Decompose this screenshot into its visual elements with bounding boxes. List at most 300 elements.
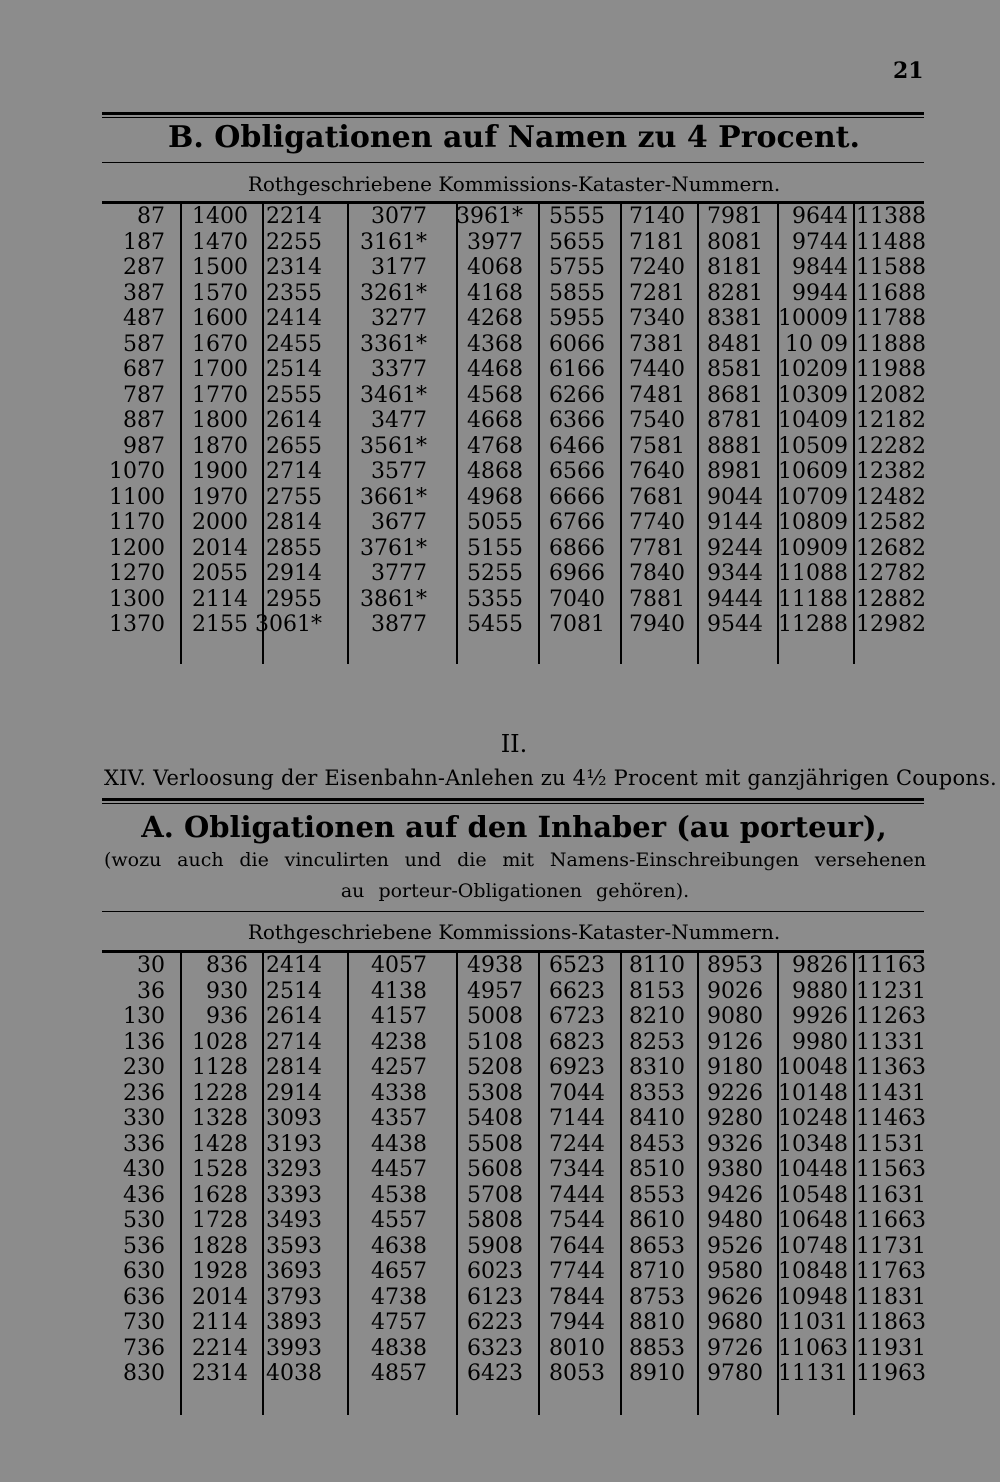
table-cell: 1300: [109, 586, 165, 612]
page-number: 21: [893, 58, 924, 84]
table-cell: 4638: [371, 1233, 427, 1259]
table-cell: 7881: [629, 586, 685, 612]
table-cell: 1570: [192, 280, 248, 306]
table-cell: 1428: [192, 1131, 248, 1157]
table-cell: 4138: [371, 978, 427, 1004]
table-cell: 8410: [629, 1106, 685, 1131]
table-cell: 11888: [856, 331, 926, 357]
table-cell: 2555: [266, 382, 322, 408]
table-cell: 6423: [467, 1361, 523, 1386]
table-cell: 4357: [371, 1106, 427, 1131]
table-cell: 1028: [192, 1029, 248, 1055]
table-cell: 8110: [629, 953, 685, 978]
table-cell: 9644: [792, 204, 848, 229]
table-cell: 12782: [856, 561, 926, 586]
table-cell: 10609: [778, 459, 848, 484]
table-cell: 30: [137, 953, 165, 978]
table-cell: 10809: [778, 510, 848, 535]
table-cell: 11131: [778, 1361, 848, 1386]
table-cell: 3661*: [360, 484, 427, 510]
section-b-title: B. Obligationen auf Namen zu 4 Procent.: [168, 120, 860, 155]
table-cell: 11431: [856, 1080, 926, 1106]
table-cell: 11788: [856, 306, 926, 331]
table-cell: 1770: [192, 382, 248, 408]
table-cell: 6623: [549, 978, 605, 1004]
table-cell: 11263: [856, 1004, 926, 1029]
table-cell: 9844: [792, 255, 848, 280]
table-row: [100, 1336, 928, 1362]
table-cell: 1800: [192, 408, 248, 433]
table-cell: 8210: [629, 1004, 685, 1029]
section-a-table: [100, 953, 928, 1415]
table-cell: 8553: [629, 1182, 685, 1208]
table-cell: 9380: [707, 1157, 763, 1182]
table-cell: 11563: [856, 1157, 926, 1182]
table-cell: 1528: [192, 1157, 248, 1182]
table-cell: 7744: [549, 1259, 605, 1284]
table-cell: 730: [123, 1310, 165, 1335]
table-cell: 5355: [467, 586, 523, 612]
table-cell: 7040: [549, 586, 605, 612]
table-cell: 230: [123, 1055, 165, 1080]
table-cell: 5955: [549, 306, 605, 331]
table-row: [100, 357, 928, 383]
table-cell: 3777: [371, 561, 427, 586]
table-cell: 12482: [856, 484, 926, 510]
table-cell: 8953: [707, 953, 763, 978]
table-cell: 11688: [856, 280, 926, 306]
table-cell: 2955: [266, 586, 322, 612]
table-cell: 787: [123, 382, 165, 408]
table-cell: 3677: [371, 510, 427, 535]
table-cell: 5455: [467, 612, 523, 637]
table-cell: 4157: [371, 1004, 427, 1029]
table-cell: 10748: [778, 1233, 848, 1259]
table-row: [100, 1106, 928, 1132]
table-row: [100, 536, 928, 562]
table-cell: 4738: [371, 1284, 427, 1310]
table-cell: 9280: [707, 1106, 763, 1131]
table-cell: 8181: [707, 255, 763, 280]
table-cell: 11831: [856, 1284, 926, 1310]
table-cell: 8981: [707, 459, 763, 484]
table-cell: 8510: [629, 1157, 685, 1182]
table-cell: 4068: [467, 255, 523, 280]
table-cell: 4168: [467, 280, 523, 306]
table-cell: 4868: [467, 459, 523, 484]
table-cell: 2414: [266, 306, 322, 331]
table-cell: 236: [123, 1080, 165, 1106]
table-cell: 936: [206, 1004, 248, 1029]
table-cell: 3093: [266, 1106, 322, 1131]
table-cell: 9126: [707, 1029, 763, 1055]
table-cell: 8053: [549, 1361, 605, 1386]
table-cell: 387: [123, 280, 165, 306]
table-row: [100, 1055, 928, 1081]
table-cell: 287: [123, 255, 165, 280]
table-cell: 10348: [778, 1131, 848, 1157]
table-cell: 9944: [792, 280, 848, 306]
table-cell: 12582: [856, 510, 926, 535]
table-cell: 6166: [549, 357, 605, 382]
table-cell: 2614: [266, 1004, 322, 1029]
table-cell: 1228: [192, 1080, 248, 1106]
table-cell: 7240: [629, 255, 685, 280]
table-cell: 9144: [707, 510, 763, 535]
table-cell: 7681: [629, 484, 685, 510]
table-cell: 12282: [856, 433, 926, 459]
table-cell: 1870: [192, 433, 248, 459]
table-cell: 11063: [778, 1335, 848, 1361]
table-cell: 6823: [549, 1029, 605, 1055]
table-cell: 9026: [707, 978, 763, 1004]
table-row: [100, 561, 928, 587]
table-cell: 11863: [856, 1310, 926, 1335]
table-row: [100, 510, 928, 536]
table-cell: 2114: [192, 586, 248, 612]
table-cell: 7181: [629, 229, 685, 255]
table-cell: 11388: [856, 204, 926, 229]
table-cell: 9880: [792, 978, 848, 1004]
section-a-note: (wozu auch die vinculirten und die mit Namens-Einschreibungen versehenen au porteur-Obligationen gehören).: [104, 849, 926, 902]
table-cell: 8910: [629, 1361, 685, 1386]
table-cell: 10648: [778, 1208, 848, 1233]
table-cell: 12382: [856, 459, 926, 484]
table-cell: 830: [123, 1361, 165, 1386]
table-cell: 9080: [707, 1004, 763, 1029]
table-row: [100, 953, 928, 979]
table-cell: 6923: [549, 1055, 605, 1080]
table-cell: 8581: [707, 357, 763, 382]
table-cell: 2314: [192, 1361, 248, 1386]
table-cell: 536: [123, 1233, 165, 1259]
table-cell: 5055: [467, 510, 523, 535]
table-cell: 12682: [856, 535, 926, 561]
table-cell: 6566: [549, 459, 605, 484]
table-cell: 4057: [371, 953, 427, 978]
table-cell: 4438: [371, 1131, 427, 1157]
table-cell: 7444: [549, 1182, 605, 1208]
section-xiv-thin-rule: [102, 803, 924, 804]
table-cell: 2855: [266, 535, 322, 561]
table-cell: 7540: [629, 408, 685, 433]
table-cell: 1270: [109, 561, 165, 586]
table-cell: 9780: [707, 1361, 763, 1386]
table-cell: 7940: [629, 612, 685, 637]
table-cell: 1470: [192, 229, 248, 255]
section-b-table: [100, 204, 928, 664]
table-cell: 5808: [467, 1208, 523, 1233]
table-cell: 2914: [266, 1080, 322, 1106]
table-cell: 6523: [549, 953, 605, 978]
table-cell: 8481: [707, 331, 763, 357]
table-cell: 9326: [707, 1131, 763, 1157]
table-cell: 11031: [778, 1310, 848, 1335]
table-cell: 1370: [109, 612, 165, 637]
table-cell: 7344: [549, 1157, 605, 1182]
table-cell: 4457: [371, 1157, 427, 1182]
table-cell: 2455: [266, 331, 322, 357]
table-cell: 6123: [467, 1284, 523, 1310]
table-cell: 8810: [629, 1310, 685, 1335]
table-cell: 930: [206, 978, 248, 1004]
section-a-subtitle: Rothgeschriebene Kommissions-Kataster-Nummern.: [247, 920, 781, 944]
table-cell: 9926: [792, 1004, 848, 1029]
table-cell: 8853: [629, 1335, 685, 1361]
table-cell: 11663: [856, 1208, 926, 1233]
table-cell: 9980: [792, 1029, 848, 1055]
table-cell: 6723: [549, 1004, 605, 1029]
table-cell: 2914: [266, 561, 322, 586]
table-cell: 12882: [856, 586, 926, 612]
table-cell: 9244: [707, 535, 763, 561]
table-cell: 2814: [266, 510, 322, 535]
table-cell: 2714: [266, 459, 322, 484]
table-cell: 5708: [467, 1182, 523, 1208]
table-row: [100, 1004, 928, 1030]
table-cell: 9480: [707, 1208, 763, 1233]
table-row: [100, 383, 928, 409]
table-cell: 6066: [549, 331, 605, 357]
table-cell: 8010: [549, 1335, 605, 1361]
table-cell: 8353: [629, 1080, 685, 1106]
table-cell: 1828: [192, 1233, 248, 1259]
table-cell: 587: [123, 331, 165, 357]
table-cell: 11931: [856, 1335, 926, 1361]
table-row: [100, 255, 928, 281]
table-cell: 8781: [707, 408, 763, 433]
table-cell: 7581: [629, 433, 685, 459]
table-cell: 4038: [266, 1361, 322, 1386]
table-cell: 3061*: [255, 612, 322, 637]
table-cell: 7244: [549, 1131, 605, 1157]
table-cell: 5108: [467, 1029, 523, 1055]
table-cell: 1100: [109, 484, 165, 510]
table-cell: 12082: [856, 382, 926, 408]
table-row: [100, 1030, 928, 1056]
table-cell: 6366: [549, 408, 605, 433]
table-cell: 636: [123, 1284, 165, 1310]
table-cell: 4468: [467, 357, 523, 382]
table-cell: 3693: [266, 1259, 322, 1284]
table-cell: 7281: [629, 280, 685, 306]
table-cell: 11288: [778, 612, 848, 637]
table-cell: 6323: [467, 1335, 523, 1361]
table-cell: 11163: [856, 953, 926, 978]
table-row: [100, 1183, 928, 1209]
table-cell: 3393: [266, 1182, 322, 1208]
table-cell: 3761*: [360, 535, 427, 561]
table-cell: 2614: [266, 408, 322, 433]
table-cell: 6966: [549, 561, 605, 586]
table-row: [100, 459, 928, 485]
table-cell: 6266: [549, 382, 605, 408]
table-cell: 2014: [192, 1284, 248, 1310]
table-cell: 4668: [467, 408, 523, 433]
table-cell: 10 09: [785, 331, 848, 357]
table-cell: 9180: [707, 1055, 763, 1080]
table-cell: 3593: [266, 1233, 322, 1259]
table-cell: 1070: [109, 459, 165, 484]
table-cell: 10209: [778, 357, 848, 382]
table-cell: 7440: [629, 357, 685, 382]
table-cell: 2814: [266, 1055, 322, 1080]
table-cell: 4938: [467, 953, 523, 978]
table-row: [100, 1208, 928, 1234]
table-cell: 4368: [467, 331, 523, 357]
table-row: [100, 587, 928, 613]
table-cell: 11963: [856, 1361, 926, 1386]
table-cell: 2514: [266, 978, 322, 1004]
table-row: [100, 612, 928, 638]
table-cell: 3477: [371, 408, 427, 433]
table-cell: 10548: [778, 1182, 848, 1208]
table-cell: 3161*: [360, 229, 427, 255]
table-cell: 530: [123, 1208, 165, 1233]
table-cell: 2055: [192, 561, 248, 586]
table-cell: 8753: [629, 1284, 685, 1310]
table-cell: 1628: [192, 1182, 248, 1208]
table-cell: 487: [123, 306, 165, 331]
table-cell: 11188: [778, 586, 848, 612]
table-cell: 5855: [549, 280, 605, 306]
table-cell: 836: [206, 953, 248, 978]
table-cell: 10009: [778, 306, 848, 331]
table-cell: 9444: [707, 586, 763, 612]
table-cell: 10509: [778, 433, 848, 459]
table-cell: 436: [123, 1182, 165, 1208]
table-cell: 11231: [856, 978, 926, 1004]
table-cell: 10409: [778, 408, 848, 433]
table-cell: 5008: [467, 1004, 523, 1029]
table-cell: 5408: [467, 1106, 523, 1131]
table-cell: 4268: [467, 306, 523, 331]
table-cell: 2755: [266, 484, 322, 510]
table-cell: 3893: [266, 1310, 322, 1335]
table-cell: 5655: [549, 229, 605, 255]
table-cell: 2214: [266, 204, 322, 229]
table-cell: 7140: [629, 204, 685, 229]
table-cell: 5908: [467, 1233, 523, 1259]
table-cell: 7781: [629, 535, 685, 561]
table-cell: 8153: [629, 978, 685, 1004]
table-cell: 10909: [778, 535, 848, 561]
table-cell: 3077: [371, 204, 427, 229]
table-cell: 7944: [549, 1310, 605, 1335]
table-cell: 330: [123, 1106, 165, 1131]
table-cell: 1500: [192, 255, 248, 280]
table-row: [100, 230, 928, 256]
table-cell: 7840: [629, 561, 685, 586]
table-row: [100, 332, 928, 358]
table-row: [100, 1285, 928, 1311]
table-cell: 7340: [629, 306, 685, 331]
table-cell: 9544: [707, 612, 763, 637]
table-cell: 3261*: [360, 280, 427, 306]
table-cell: 3377: [371, 357, 427, 382]
table-cell: 2000: [192, 510, 248, 535]
table-cell: 9226: [707, 1080, 763, 1106]
table-cell: 7981: [707, 204, 763, 229]
table-cell: 2355: [266, 280, 322, 306]
table-cell: 2214: [192, 1335, 248, 1361]
table-cell: 4657: [371, 1259, 427, 1284]
section-ii-roman: II.: [500, 730, 528, 758]
table-cell: 7740: [629, 510, 685, 535]
table-cell: 9344: [707, 561, 763, 586]
table-cell: 2514: [266, 357, 322, 382]
table-cell: 736: [123, 1335, 165, 1361]
table-row: [100, 1132, 928, 1158]
table-cell: 5608: [467, 1157, 523, 1182]
table-cell: 3993: [266, 1335, 322, 1361]
table-cell: 36: [137, 978, 165, 1004]
table-cell: 1928: [192, 1259, 248, 1284]
table-row: [100, 485, 928, 511]
table-cell: 3561*: [360, 433, 427, 459]
table-cell: 9744: [792, 229, 848, 255]
table-cell: 987: [123, 433, 165, 459]
table-cell: 10709: [778, 484, 848, 510]
table-row: [100, 204, 928, 230]
table-cell: 9680: [707, 1310, 763, 1335]
table-row: [100, 408, 928, 434]
table-cell: 7381: [629, 331, 685, 357]
table-cell: 10448: [778, 1157, 848, 1182]
table-cell: 10948: [778, 1284, 848, 1310]
table-cell: 7081: [549, 612, 605, 637]
table-cell: 11463: [856, 1106, 926, 1131]
table-row: [100, 281, 928, 307]
table-cell: 4238: [371, 1029, 427, 1055]
section-b-subtitle: Rothgeschriebene Kommissions-Kataster-Nummern.: [247, 172, 781, 196]
table-cell: 11588: [856, 255, 926, 280]
table-cell: 3793: [266, 1284, 322, 1310]
table-cell: 3193: [266, 1131, 322, 1157]
table-cell: 430: [123, 1157, 165, 1182]
table-cell: 4757: [371, 1310, 427, 1335]
table-cell: 630: [123, 1259, 165, 1284]
table-cell: 3961*: [456, 204, 523, 229]
table-cell: 1728: [192, 1208, 248, 1233]
table-cell: 8310: [629, 1055, 685, 1080]
table-cell: 12182: [856, 408, 926, 433]
table-cell: 9626: [707, 1284, 763, 1310]
table-cell: 8253: [629, 1029, 685, 1055]
table-cell: 11363: [856, 1055, 926, 1080]
table-cell: 7144: [549, 1106, 605, 1131]
table-cell: 6766: [549, 510, 605, 535]
table-cell: 8610: [629, 1208, 685, 1233]
table-cell: 3977: [467, 229, 523, 255]
table-cell: 887: [123, 408, 165, 433]
table-cell: 3461*: [360, 382, 427, 408]
table-cell: 2114: [192, 1310, 248, 1335]
table-cell: 4538: [371, 1182, 427, 1208]
table-row: [100, 1259, 928, 1285]
table-cell: 8281: [707, 280, 763, 306]
table-cell: 2314: [266, 255, 322, 280]
table-cell: 87: [137, 204, 165, 229]
table-cell: 8381: [707, 306, 763, 331]
table-cell: 3493: [266, 1208, 322, 1233]
table-cell: 3861*: [360, 586, 427, 612]
table-cell: 11631: [856, 1182, 926, 1208]
table-cell: 5755: [549, 255, 605, 280]
table-cell: 11488: [856, 229, 926, 255]
table-cell: 336: [123, 1131, 165, 1157]
table-cell: 7644: [549, 1233, 605, 1259]
